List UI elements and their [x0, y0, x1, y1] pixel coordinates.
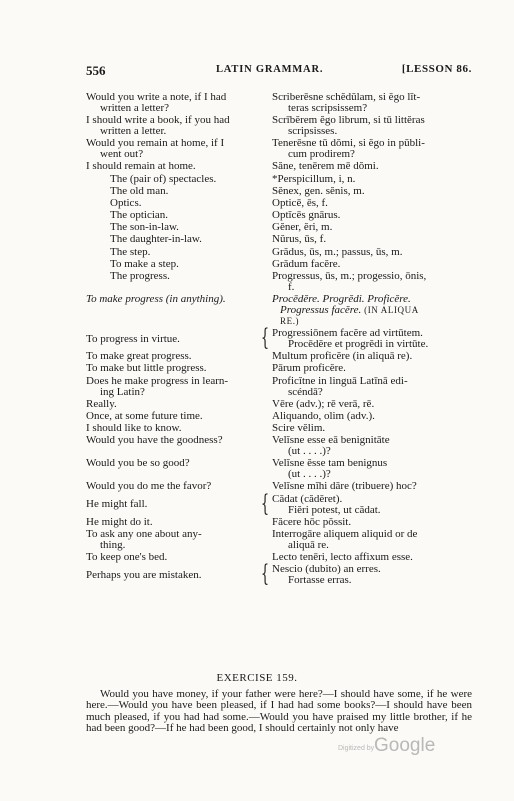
latin-translation: [272, 435, 472, 457]
english-phrase: [86, 294, 272, 305]
english-phrase: [86, 411, 272, 422]
running-title: LATIN GRAMMAR.: [216, 64, 324, 75]
english-line: written a letter.: [100, 125, 167, 138]
english-line: written a letter?: [100, 102, 170, 114]
english-phrase: [86, 92, 272, 114]
vocab-row: [0, 92, 514, 114]
digitized-watermark: [338, 735, 448, 761]
page-header: [86, 63, 472, 79]
english-line: To progress in virtue.: [86, 332, 180, 345]
english-line: I should like to know.: [86, 422, 182, 434]
vocab-row: [0, 259, 514, 270]
latin-line: Progressiōnem facĕre ad virtūtem.: [272, 327, 423, 340]
grouping-brace: {: [261, 325, 270, 352]
english-line: Perhaps you are mistaken.: [86, 568, 202, 581]
latin-translation: [272, 564, 472, 586]
vocab-row: [0, 529, 514, 551]
latin-line: Scriberēsne schĕdŭlam, si ĕgo lĭt-: [272, 91, 421, 103]
english-line: The step.: [110, 245, 151, 258]
english-phrase: [86, 334, 272, 345]
english-phrase: [110, 234, 296, 245]
vocab-row: [0, 435, 514, 457]
english-line: To make progress (in anything).: [86, 292, 226, 305]
vocab-row: [0, 376, 514, 398]
english-phrase: [86, 115, 272, 137]
latin-line: Multum proficĕre (in aliquā re).: [272, 350, 413, 363]
grouping-brace: {: [261, 490, 270, 517]
english-line: thing.: [100, 538, 126, 551]
latin-line: Procēdĕre. Progrĕdi. Proficĕre.: [272, 292, 411, 305]
english-line: He might fall.: [86, 498, 148, 511]
latin-translation: [272, 517, 472, 528]
english-phrase: [86, 481, 272, 492]
vocab-row: [0, 234, 514, 245]
english-phrase: [86, 458, 272, 469]
latin-line: Fiĕri potest, ut cădat.: [288, 503, 381, 516]
latin-translation: [272, 210, 472, 221]
latin-line: Scire vĕlim.: [272, 422, 326, 434]
latin-translation: [272, 294, 472, 327]
english-phrase: [86, 529, 272, 551]
english-line: The daughter-in-law.: [110, 233, 202, 246]
latin-translation: [272, 92, 472, 114]
english-line: To keep one's bed.: [86, 551, 168, 564]
latin-translation: [272, 271, 472, 293]
latin-line: Procēdĕre et progrĕdi in virtūte.: [288, 338, 429, 351]
vocab-row: [0, 271, 514, 293]
vocab-row: [0, 490, 514, 517]
english-line: Really.: [86, 397, 117, 410]
latin-translation: [272, 247, 472, 258]
english-line: The (pair of) spectacles.: [110, 172, 217, 185]
latin-translation: [272, 399, 472, 410]
latin-translation: [272, 423, 472, 434]
english-phrase: [110, 198, 296, 209]
english-phrase: [110, 174, 296, 185]
english-phrase: [110, 247, 296, 258]
latin-translation: [272, 198, 472, 209]
english-phrase: [86, 517, 272, 528]
latin-translation: [272, 174, 472, 185]
english-phrase: [86, 363, 272, 374]
latin-line: Nŭrus, ūs, f.: [272, 233, 327, 246]
latin-line: Interrogāre aliquem aliquid or de: [272, 527, 418, 540]
english-phrase: [86, 435, 272, 446]
latin-line: scripsisses.: [288, 125, 338, 138]
vocab-row: [0, 247, 514, 258]
latin-line: Optĭcēs gnārus.: [272, 209, 341, 222]
vocab-row: [0, 174, 514, 185]
latin-line: Tenerēsne tū dŏmi, si ĕgo in pŭbli-: [272, 137, 425, 150]
latin-translation: [272, 186, 472, 197]
latin-line: (ut . . . .)?: [288, 445, 331, 458]
english-phrase: [86, 570, 272, 581]
english-phrase: [110, 186, 296, 197]
latin-line: Gĕner, ĕri, m.: [272, 221, 333, 234]
latin-line: RE.): [280, 315, 300, 326]
vocab-row: [0, 325, 514, 352]
english-line: I should write a book, if you had: [86, 114, 230, 127]
latin-translation: [272, 376, 472, 398]
exercise-text: [86, 689, 472, 735]
latin-translation: [272, 552, 472, 563]
english-phrase: [110, 259, 296, 270]
latin-translation: [272, 411, 472, 422]
english-phrase: [86, 376, 272, 398]
english-phrase: [86, 552, 272, 563]
latin-translation: [272, 363, 472, 374]
latin-line: Vēre (adv.); rē verā, rē.: [272, 397, 375, 410]
latin-line: aliquā re.: [288, 538, 329, 551]
latin-translation: [272, 259, 472, 270]
latin-line: Proficĭtne in linguā Latīnā edi-: [272, 374, 408, 387]
latin-line: Lecto tenēri, lecto affixum esse.: [272, 551, 413, 564]
english-line: Would you be so good?: [86, 457, 190, 470]
latin-translation: [272, 494, 472, 516]
english-line: Would you write a note, if I had: [86, 91, 227, 103]
latin-line: Sĕnex, gen. sĕnis, m.: [272, 184, 365, 197]
latin-line: Fortasse erras.: [288, 574, 352, 587]
english-line: ing Latin?: [100, 385, 145, 398]
latin-line: scéndā?: [288, 385, 323, 398]
english-phrase: [110, 210, 296, 221]
latin-line: Progressus facĕre. (IN ALIQUA: [280, 303, 419, 316]
vocab-row: [0, 198, 514, 209]
latin-translation: [272, 222, 472, 233]
vocab-row: [0, 458, 514, 480]
latin-translation: [272, 115, 472, 137]
english-line: Optics.: [110, 196, 142, 209]
english-line: Once, at some future time.: [86, 409, 203, 422]
english-line: Would you do me the favor?: [86, 480, 212, 493]
latin-line: Velĭsne esse eā benignitāte: [272, 434, 390, 447]
english-line: He might do it.: [86, 515, 153, 528]
english-phrase: [86, 138, 272, 160]
vocab-row: [0, 399, 514, 410]
latin-line: Velĭsne ĕsse tam benignus: [272, 457, 388, 470]
latin-line: Scrībĕrem ĕgo librum, si tū littĕras: [272, 114, 425, 127]
latin-line: Făcere hōc pŏssit.: [272, 515, 352, 528]
vocab-row: [0, 423, 514, 434]
latin-line: cum prodirem?: [288, 148, 355, 161]
english-line: The old man.: [110, 184, 169, 197]
vocab-row: [0, 351, 514, 362]
latin-line: Progressus, ūs, m.; progessio, ōnis,: [272, 269, 427, 282]
page-number: 556: [86, 63, 106, 78]
vocab-row: [0, 115, 514, 137]
english-phrase: [86, 399, 272, 410]
vocab-row: [0, 161, 514, 172]
latin-line: f.: [288, 280, 295, 293]
latin-line: Opticē, ēs, f.: [272, 196, 328, 209]
latin-translation: [272, 138, 472, 160]
vocab-row: [0, 552, 514, 563]
latin-translation: [272, 328, 472, 350]
english-phrase: [86, 499, 272, 510]
english-line: The progress.: [110, 269, 170, 282]
english-line: went out?: [100, 148, 144, 161]
exercise-paragraph: Would you have money, if your father were here?—I should have some, if he were here.—Would you have been pleased, if I had had some books?—I should have been much pleased, if you had had some.—Would you have praised my little brother, if he had been good?—If he had been good, I should certainly not only have: [86, 688, 472, 735]
latin-translation: [272, 458, 472, 480]
lesson-label: [LESSON 86.: [401, 63, 472, 75]
latin-line: (ut . . . .)?: [288, 468, 331, 481]
english-line: Does he make progress in learn-: [86, 374, 229, 387]
latin-translation: [272, 234, 472, 245]
english-line: To make a step.: [110, 257, 179, 270]
latin-line: Săne, tenērem mē dŏmi.: [272, 160, 379, 173]
english-phrase: [86, 423, 272, 434]
english-line: The optician.: [110, 209, 169, 222]
watermark-google: Google: [374, 735, 436, 756]
latin-line: Aliquando, olim (adv.).: [272, 409, 375, 422]
vocab-row: [0, 138, 514, 160]
vocab-row: [0, 363, 514, 374]
english-line: The son-in-law.: [110, 221, 179, 234]
english-line: I should remain at home.: [86, 160, 196, 173]
latin-line: Cădat (cădĕret).: [272, 492, 343, 505]
vocab-row: [0, 186, 514, 197]
english-line: To ask any one about any-: [86, 527, 202, 540]
grouping-brace: {: [261, 561, 270, 588]
english-line: Would you remain at home, if I: [86, 137, 225, 150]
english-phrase: [86, 351, 272, 362]
latin-line: Pārum proficĕre.: [272, 362, 346, 375]
watermark-digitized-by: Digitized by: [338, 745, 375, 752]
english-line: To make great progress.: [86, 350, 192, 363]
vocab-row: [0, 411, 514, 422]
vocab-row: [0, 561, 514, 588]
latin-line: teras scripsissem?: [288, 102, 368, 114]
english-phrase: [86, 161, 272, 172]
latin-line: Nescio (dubito) an erres.: [272, 563, 381, 576]
latin-line: *Perspicillum, i, n.: [272, 172, 356, 185]
latin-translation: [272, 161, 472, 172]
vocab-row: [0, 210, 514, 221]
english-phrase: [110, 222, 296, 233]
english-line: Would you have the goodness?: [86, 434, 223, 447]
vocab-row: [0, 481, 514, 492]
exercise-title: EXERCISE 159.: [216, 672, 298, 684]
vocab-row: [0, 222, 514, 233]
latin-translation: [272, 529, 472, 551]
latin-line: Velĭsne mĭhi dăre (tribuere) hoc?: [272, 480, 417, 493]
english-line: To make but little progress.: [86, 362, 207, 375]
vocab-row: [0, 517, 514, 528]
english-phrase: [110, 271, 296, 282]
vocab-row: [0, 294, 514, 327]
latin-translation: [272, 351, 472, 362]
latin-line: Grădus, ūs, m.; passus, ūs, m.: [272, 245, 403, 258]
latin-line: Grădum facĕre.: [272, 257, 341, 270]
latin-translation: [272, 481, 472, 492]
